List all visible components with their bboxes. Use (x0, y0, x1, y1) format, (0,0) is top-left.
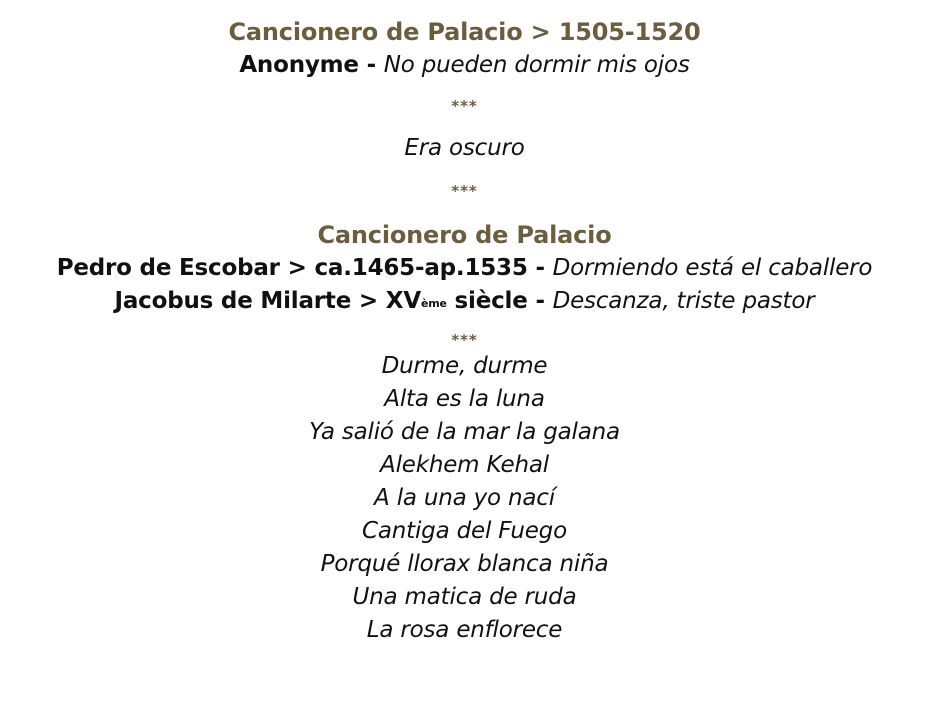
separator-asterisks: *** (451, 97, 478, 115)
composer-name: Pedro de Escobar > ca.1465-ap.1535 - (56, 255, 553, 281)
list-item: A la una yo nací (374, 485, 555, 511)
list-item: Porqué llorax blanca niña (320, 551, 609, 577)
work-title: Dormiendo está el caballero (552, 255, 873, 281)
section-heading-cancionero-dates: Cancionero de Palacio > 1505-1520 (228, 18, 701, 46)
list-item: La rosa enflorece (366, 617, 563, 643)
separator-asterisks: *** (451, 331, 478, 349)
list-item: Alekhem Kehal (380, 452, 549, 478)
list-item: Una matica de ruda (352, 584, 577, 610)
separator-asterisks: *** (451, 182, 478, 200)
work-line-escobar (0, 252, 929, 285)
work-line-anonyme (0, 49, 929, 82)
work-title-era-oscuro: Era oscuro (404, 135, 525, 161)
list-item: Alta es la luna (384, 386, 545, 412)
work-line-milarte (0, 285, 929, 318)
composer-name (114, 288, 552, 314)
list-item: Cantiga del Fuego (362, 518, 567, 544)
century-superscript: ème (420, 297, 447, 310)
work-title: No pueden dormir mis ojos (383, 52, 690, 78)
section-heading-cancionero: Cancionero de Palacio (317, 221, 612, 249)
list-item: Durme, durme (381, 353, 548, 379)
song-list (0, 350, 929, 647)
list-item: Ya salió de la mar la galana (309, 419, 620, 445)
composer-name-prefix: Jacobus de Milarte > XV (114, 288, 421, 314)
composer-name-suffix: siècle - (446, 288, 553, 314)
composer-name: Anonyme - (239, 52, 384, 78)
work-title: Descanza, triste pastor (552, 288, 815, 314)
